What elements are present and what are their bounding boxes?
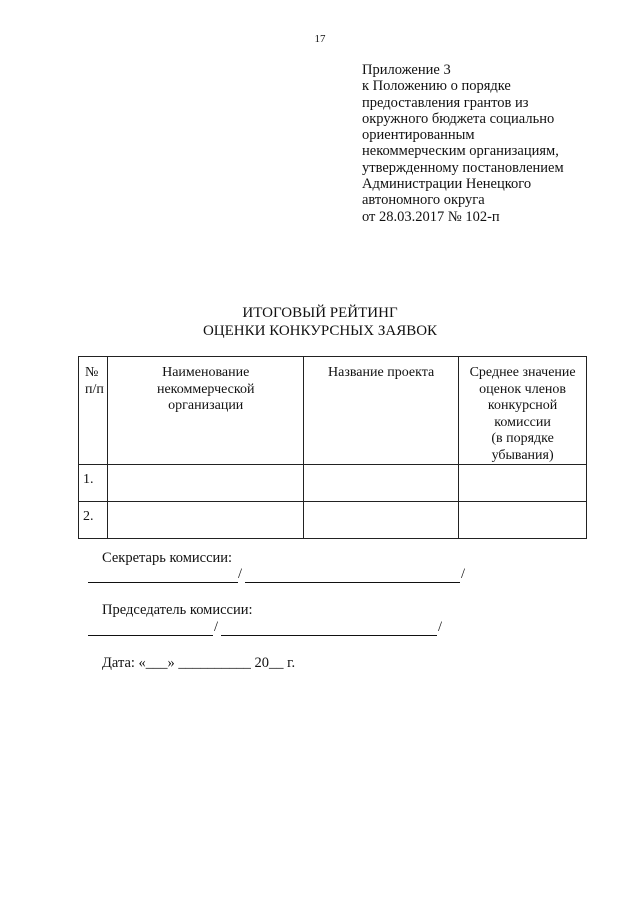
title-line-2: ОЦЕНКИ КОНКУРСНЫХ ЗАЯВОК — [202, 323, 438, 339]
secretary-signature-line — [88, 582, 238, 583]
header-line: некоммерческой — [156, 381, 255, 397]
rating-table — [78, 356, 587, 539]
header-average-score — [459, 357, 587, 465]
header-project — [304, 357, 459, 465]
date-line: Дата: «___» __________ 20__ г. — [102, 655, 296, 671]
header-organization — [108, 357, 304, 465]
cell-organization — [108, 502, 304, 539]
table-row — [79, 502, 587, 539]
appendix-line: Приложение 3 — [362, 62, 451, 78]
secretary-name-line — [245, 582, 460, 583]
secretary-slash-end: / — [461, 566, 466, 582]
header-line: убывания) — [491, 447, 554, 463]
header-line: комиссии — [494, 414, 551, 430]
cell-score — [459, 465, 587, 502]
header-line: Наименование — [162, 365, 250, 380]
cell-score — [459, 502, 587, 539]
header-line: организации — [168, 398, 244, 413]
appendix-line: ориентированным — [362, 127, 475, 144]
chairman-slash: / — [214, 619, 219, 635]
appendix-line: автономного округа — [362, 192, 485, 209]
table-row — [79, 465, 587, 502]
cell-organization — [108, 465, 304, 502]
header-line: оценок членов — [479, 381, 567, 397]
chairman-label: Председатель комиссии: — [102, 602, 253, 618]
appendix-line: от 28.03.2017 № 102-п — [362, 208, 500, 225]
header-number — [79, 357, 108, 465]
appendix-line: утвержденному постановлением — [362, 159, 564, 176]
page-number: 17 — [314, 33, 326, 45]
header-line: п/п — [85, 381, 104, 397]
appendix-header — [362, 62, 622, 225]
header-line: Название проекта — [328, 365, 435, 380]
header-line: № — [85, 365, 99, 380]
document-title — [0, 304, 640, 340]
row-number: 2. — [79, 502, 108, 539]
secretary-label: Секретарь комиссии: — [102, 550, 233, 566]
chairman-signature-line — [88, 635, 213, 636]
header-line: (в порядке — [491, 431, 554, 446]
cell-project — [304, 465, 459, 502]
appendix-line: окружного бюджета социально — [362, 110, 555, 127]
header-line: Среднее значение — [469, 365, 576, 380]
secretary-slash: / — [238, 566, 243, 582]
appendix-line: некоммерческим организациям, — [362, 143, 559, 160]
chairman-slash-end: / — [438, 619, 443, 635]
appendix-line: Администрации Ненецкого — [362, 176, 532, 193]
appendix-line: предоставления грантов из — [362, 94, 529, 111]
table-header-row — [79, 357, 587, 465]
cell-project — [304, 502, 459, 539]
row-number: 1. — [79, 465, 108, 502]
appendix-line: к Положению о порядке — [362, 78, 511, 95]
title-line-1: ИТОГОВЫЙ РЕЙТИНГ — [242, 305, 398, 321]
chairman-name-line — [221, 635, 437, 636]
header-line: конкурсной — [487, 398, 558, 413]
